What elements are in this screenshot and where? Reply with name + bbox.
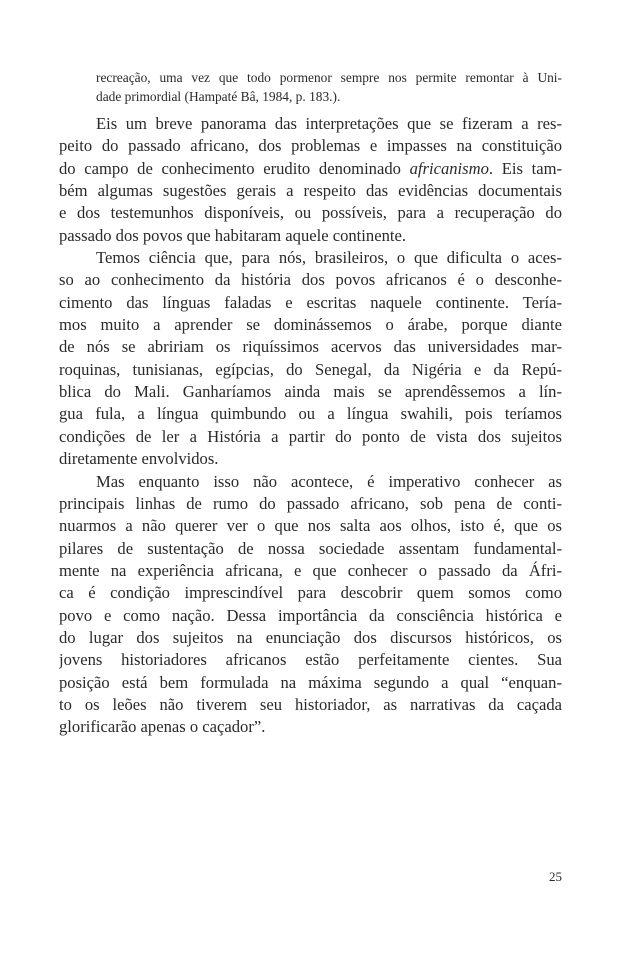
paragraph-2-line: so ao conhecimento da história dos povos africanos é o desconhe- bbox=[59, 270, 562, 290]
paragraph-3-line: to os leões não tiverem seu historiador, as narrativas da caçada bbox=[59, 694, 562, 714]
paragraph-1-line: e dos testemunhos disponíveis, ou possíveis, para a recuperação do bbox=[59, 203, 562, 223]
paragraph-1-line bbox=[59, 158, 562, 180]
paragraph-3-line: posição está bem formulada na máxima segundo a qual “enquan- bbox=[59, 672, 562, 692]
paragraph-1-line: Eis um breve panorama das interpretações que se fizeram a res- bbox=[96, 114, 562, 133]
paragraph-3-line: nuarmos a não querer ver o que nos salta aos olhos, isto é, que os bbox=[59, 516, 562, 536]
paragraph-1-text: do campo de conhecimento erudito denominado bbox=[59, 158, 410, 178]
quote-line: recreação, uma vez que todo pormenor sempre nos permite remontar à Uni- bbox=[96, 70, 562, 85]
paragraph-2-line: roquinas, tunisianas, egípcias, do Senegal, da Nigéria e da Repú- bbox=[59, 359, 562, 379]
body-text bbox=[59, 113, 562, 739]
quote-line: dade primordial (Hampaté Bâ, 1984, p. 183.). bbox=[96, 89, 341, 104]
paragraph-1-text: . Eis tam- bbox=[488, 158, 562, 178]
paragraph-2-line: Temos ciência que, para nós, brasileiros, o que dificulta o aces- bbox=[96, 248, 562, 268]
italic-term-africanismo: africanismo bbox=[409, 158, 489, 178]
paragraph-2-line: blica do Mali. Ganharíamos ainda mais se aprendêssemos a lín- bbox=[59, 382, 562, 402]
paragraph-1-line: peito do passado africano, dos problemas e impasses na constituição bbox=[59, 136, 562, 156]
paragraph-2-line: cimento das línguas faladas e escritas naquele continente. Tería- bbox=[59, 292, 562, 312]
block-quote bbox=[96, 68, 562, 106]
paragraph-3-line: mente na experiência africana, e que conhecer o passado da Áfri- bbox=[59, 560, 562, 580]
paragraph-2-line: gua fula, a língua quimbundo ou a língua swahili, pois teríamos bbox=[59, 404, 562, 424]
paragraph-3-line: pilares de sustentação de nossa sociedade assentam fundamental- bbox=[59, 538, 562, 558]
paragraph-2-line: condições de ler a História a partir do ponto de vista dos sujeitos bbox=[59, 426, 562, 446]
paragraph-3-line: do lugar dos sujeitos na enunciação dos discursos históricos, os bbox=[59, 627, 562, 647]
paragraph-1-line: bém algumas sugestões gerais a respeito das evidências documentais bbox=[59, 181, 562, 201]
paragraph-3-line: glorificarão apenas o caçador”. bbox=[59, 717, 266, 737]
paragraph-3-line: ca é condição imprescindível para descobrir quem somos como bbox=[59, 583, 562, 603]
paragraph-3-line: Mas enquanto isso não acontece, é imperativo conhecer as bbox=[96, 471, 562, 491]
paragraph-3-line: povo e como nação. Dessa importância da consciência histórica e bbox=[59, 605, 562, 625]
paragraph-2-line: mos muito a aprender se dominássemos o árabe, porque diante bbox=[59, 315, 562, 335]
paragraph-3-line: principais linhas de rumo do passado africano, sob pena de conti- bbox=[59, 493, 562, 513]
paragraph-3-line: jovens historiadores africanos estão perfeitamente cientes. Sua bbox=[59, 650, 562, 670]
paragraph-2-line: diretamente envolvidos. bbox=[59, 449, 219, 469]
paragraph-2-line: de nós se abririam os riquíssimos acervos das universidades mar- bbox=[59, 337, 562, 357]
page-number: 25 bbox=[549, 869, 562, 884]
paragraph-1-line: passado dos povos que habitaram aquele continente. bbox=[59, 225, 406, 245]
